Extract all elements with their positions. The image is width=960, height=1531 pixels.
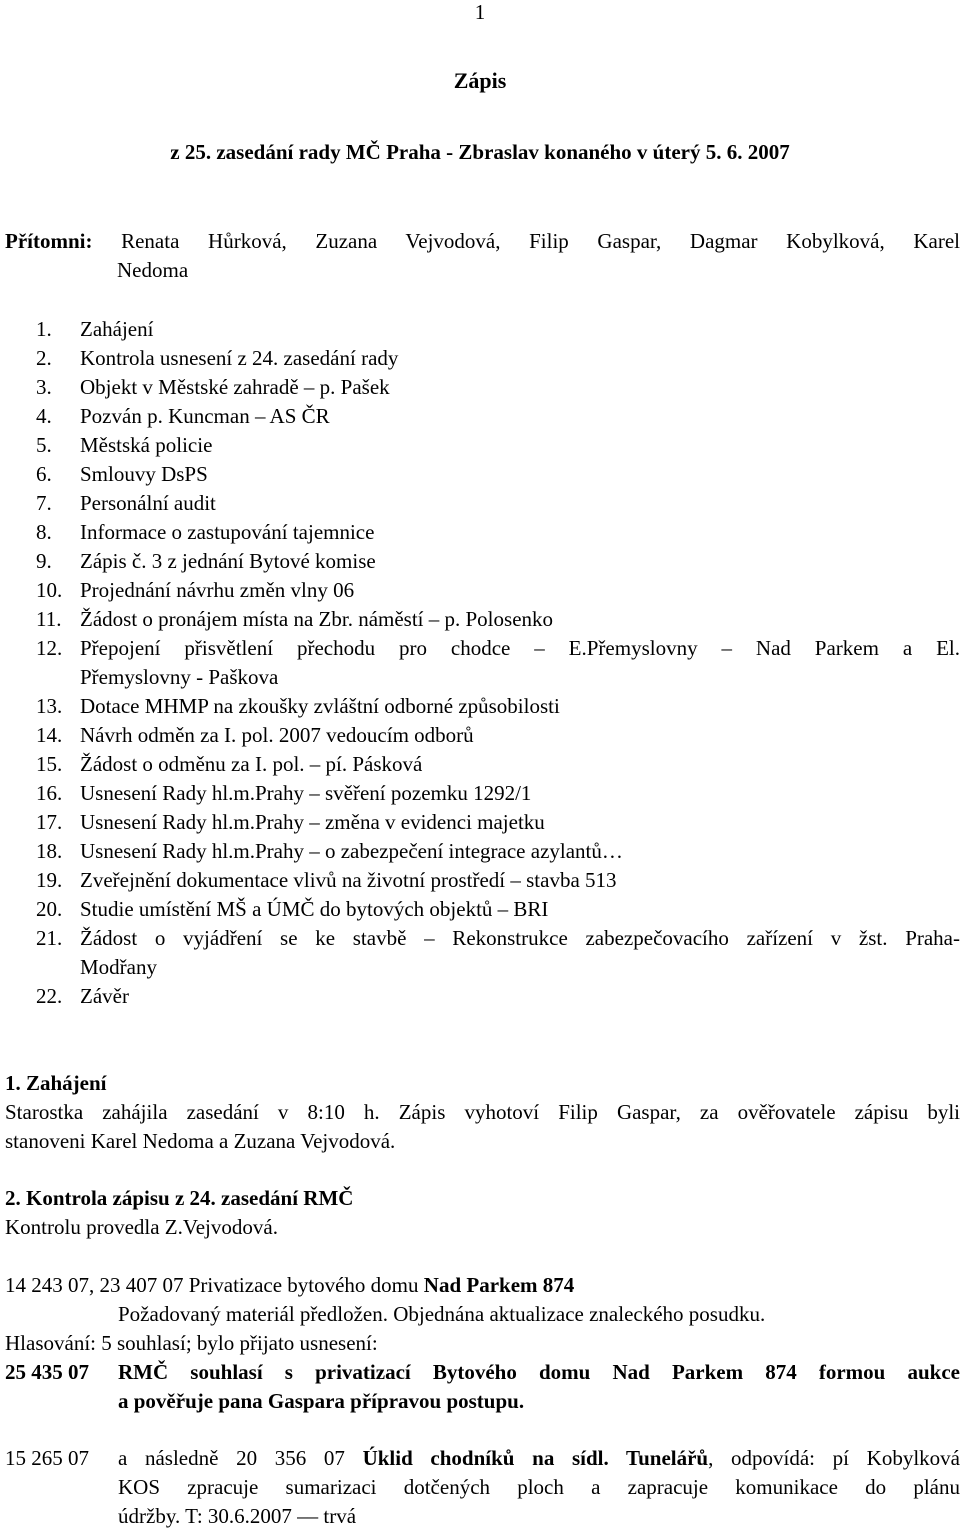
agenda-item-number: 18. (36, 839, 63, 863)
agenda-item (0, 315, 960, 344)
agenda-item-text: Návrh odměn za I. pol. 2007 vedoucím odborů (80, 723, 474, 747)
document-title: Zápis (453, 68, 507, 93)
item-b-line-1 (118, 1444, 960, 1473)
agenda-item (0, 518, 960, 547)
agenda-item (0, 779, 960, 808)
agenda-item-number: 9. (36, 549, 52, 573)
agenda-item-number: 19. (36, 868, 63, 892)
agenda-item-text: Závěr (80, 984, 129, 1008)
agenda-item-text-line-1: Přepojení přisvětlení přechodu pro chodce – E.Přemyslovny – Nad Parkem a El. (80, 636, 960, 660)
agenda-item-text (80, 634, 960, 692)
page-number: 1 (474, 0, 486, 24)
agenda-item (0, 547, 960, 576)
agenda-item-text: Projednání návrhu změn vlny 06 (80, 578, 355, 602)
agenda-item-text: Pozván p. Kuncman – AS ČR (80, 404, 330, 428)
item-a-bold: Nad Parkem 874 (423, 1273, 575, 1297)
attendees-line-2: Nedoma (117, 258, 189, 282)
agenda-item (0, 634, 960, 692)
agenda-item (0, 605, 960, 634)
agenda-item-number: 1. (36, 317, 52, 341)
agenda-item-text: Usnesení Rady hl.m.Prahy – o zabezpečení integrace azylantů… (80, 839, 623, 863)
agenda-item-text: Zveřejnění dokumentace vlivů na životní prostředí – stavba 513 (80, 868, 617, 892)
section-1-line-1: Starostka zahájila zasedání v 8:10 h. Zápis vyhotoví Filip Gaspar, za ověřovatele zápisu byli (5, 1100, 960, 1124)
resolution-text (118, 1358, 960, 1416)
item-b-pre: a následně 20 356 07 (118, 1446, 345, 1470)
resolution-code: 25 435 07 (5, 1360, 89, 1384)
agenda-item-text: Smlouvy DsPS (80, 462, 208, 486)
item-a-line (5, 1271, 960, 1300)
agenda-item-text (80, 924, 960, 982)
agenda-item-text: Zápis č. 3 z jednání Bytové komise (80, 549, 376, 573)
agenda-item (0, 808, 960, 837)
agenda-item (0, 866, 960, 895)
agenda-item-text: Usnesení Rady hl.m.Prahy – svěření pozemku 1292/1 (80, 781, 532, 805)
attendees-line-1 (5, 227, 960, 256)
agenda-item-number: 22. (36, 984, 63, 1008)
agenda-item (0, 344, 960, 373)
item-b-code: 15 265 07 (5, 1446, 89, 1470)
item-b-line-2: KOS zpracuje sumarizaci dotčených ploch a zapracuje komunikace do plánu (118, 1475, 960, 1499)
vote-line: Hlasování: 5 souhlasí; bylo přijato usnesení: (5, 1331, 378, 1355)
agenda-item-number: 15. (36, 752, 63, 776)
agenda-item-text: Dotace MHMP na zkoušky zvláštní odborné způsobilosti (80, 694, 560, 718)
agenda-item-text-line-2: Přemyslovny - Paškova (80, 665, 279, 689)
agenda-item-text-line-2: Modřany (80, 955, 157, 979)
item-b-post: , odpovídá: pí Kobylková (708, 1446, 960, 1470)
agenda-item-text: Žádost o pronájem místa na Zbr. náměstí – p. Polosenko (80, 607, 554, 631)
item-b-bold: Úklid chodníků na sídl. Tunelářů (362, 1446, 709, 1470)
item-a-note: Požadovaný materiál předložen. Objednána aktualizace znaleckého posudku. (118, 1302, 766, 1326)
agenda-item-text: Žádost o odměnu za I. pol. – pí. Pásková (80, 752, 423, 776)
agenda-item-number: 14. (36, 723, 63, 747)
agenda-list (0, 315, 960, 1011)
agenda-item (0, 721, 960, 750)
agenda-item-number: 13. (36, 694, 63, 718)
agenda-item-number: 12. (36, 636, 63, 660)
agenda-item-text: Zahájení (80, 317, 154, 341)
agenda-item-number: 17. (36, 810, 63, 834)
resolution-line-1: RMČ souhlasí s privatizací Bytového domu Nad Parkem 874 formou aukce (118, 1360, 960, 1384)
agenda-item-text: Informace o zastupování tajemnice (80, 520, 375, 544)
agenda-item-number: 2. (36, 346, 52, 370)
agenda-item-number: 21. (36, 926, 63, 950)
attendees-label: Přítomni: (5, 229, 93, 253)
agenda-item (0, 837, 960, 866)
agenda-item-number: 5. (36, 433, 52, 457)
agenda-item (0, 460, 960, 489)
agenda-item-number: 10. (36, 578, 63, 602)
agenda-item (0, 402, 960, 431)
agenda-item-text: Personální audit (80, 491, 216, 515)
section-1-heading: 1. Zahájení (5, 1071, 107, 1095)
agenda-item (0, 982, 960, 1011)
agenda-item-text: Objekt v Městské zahradě – p. Pašek (80, 375, 390, 399)
agenda-item-text: Městská policie (80, 433, 213, 457)
agenda-item-text: Usnesení Rady hl.m.Prahy – změna v evidenci majetku (80, 810, 545, 834)
agenda-item-text-line-1: Žádost o vyjádření se ke stavbě – Rekonstrukce zabezpečovacího zařízení v žst. Praha- (80, 926, 960, 950)
attendees (5, 227, 960, 285)
item-b-line-3: údržby. T: 30.6.2007 –– trvá (118, 1504, 357, 1528)
item-a-codes: 14 243 07, 23 407 07 (5, 1273, 184, 1297)
agenda-item (0, 576, 960, 605)
section-2-text: Kontrolu provedla Z.Vejvodová. (5, 1215, 278, 1239)
section-1-line-2: stanoveni Karel Nedoma a Zuzana Vejvodová. (5, 1129, 396, 1153)
agenda-item-text: Kontrola usnesení z 24. zasedání rady (80, 346, 399, 370)
agenda-item (0, 692, 960, 721)
attendees-names: Renata Hůrková, Zuzana Vejvodová, Filip Gaspar, Dagmar Kobylková, Karel (121, 229, 960, 253)
agenda-item (0, 750, 960, 779)
agenda-item-number: 8. (36, 520, 52, 544)
agenda-item-text: Studie umístění MŠ a ÚMČ do bytových objektů – BRI (80, 897, 549, 921)
agenda-item-number: 7. (36, 491, 52, 515)
agenda-item-number: 4. (36, 404, 52, 428)
agenda-item (0, 431, 960, 460)
agenda-item-number: 20. (36, 897, 63, 921)
agenda-item (0, 489, 960, 518)
section-2-heading: 2. Kontrola zápisu z 24. zasedání RMČ (5, 1186, 354, 1210)
agenda-item (0, 924, 960, 982)
agenda-item-number: 6. (36, 462, 52, 486)
item-a-text: Privatizace bytového domu (188, 1273, 419, 1297)
section-1-text (5, 1098, 960, 1156)
agenda-item (0, 895, 960, 924)
item-b-text (118, 1444, 960, 1531)
resolution-line-2: a pověřuje pana Gaspara přípravou postupu. (118, 1389, 525, 1413)
agenda-item (0, 373, 960, 402)
agenda-item-number: 16. (36, 781, 63, 805)
document-subtitle: z 25. zasedání rady MČ Praha - Zbraslav konaného v úterý 5. 6. 2007 (170, 140, 790, 164)
agenda-item-number: 3. (36, 375, 52, 399)
agenda-item-number: 11. (36, 607, 62, 631)
